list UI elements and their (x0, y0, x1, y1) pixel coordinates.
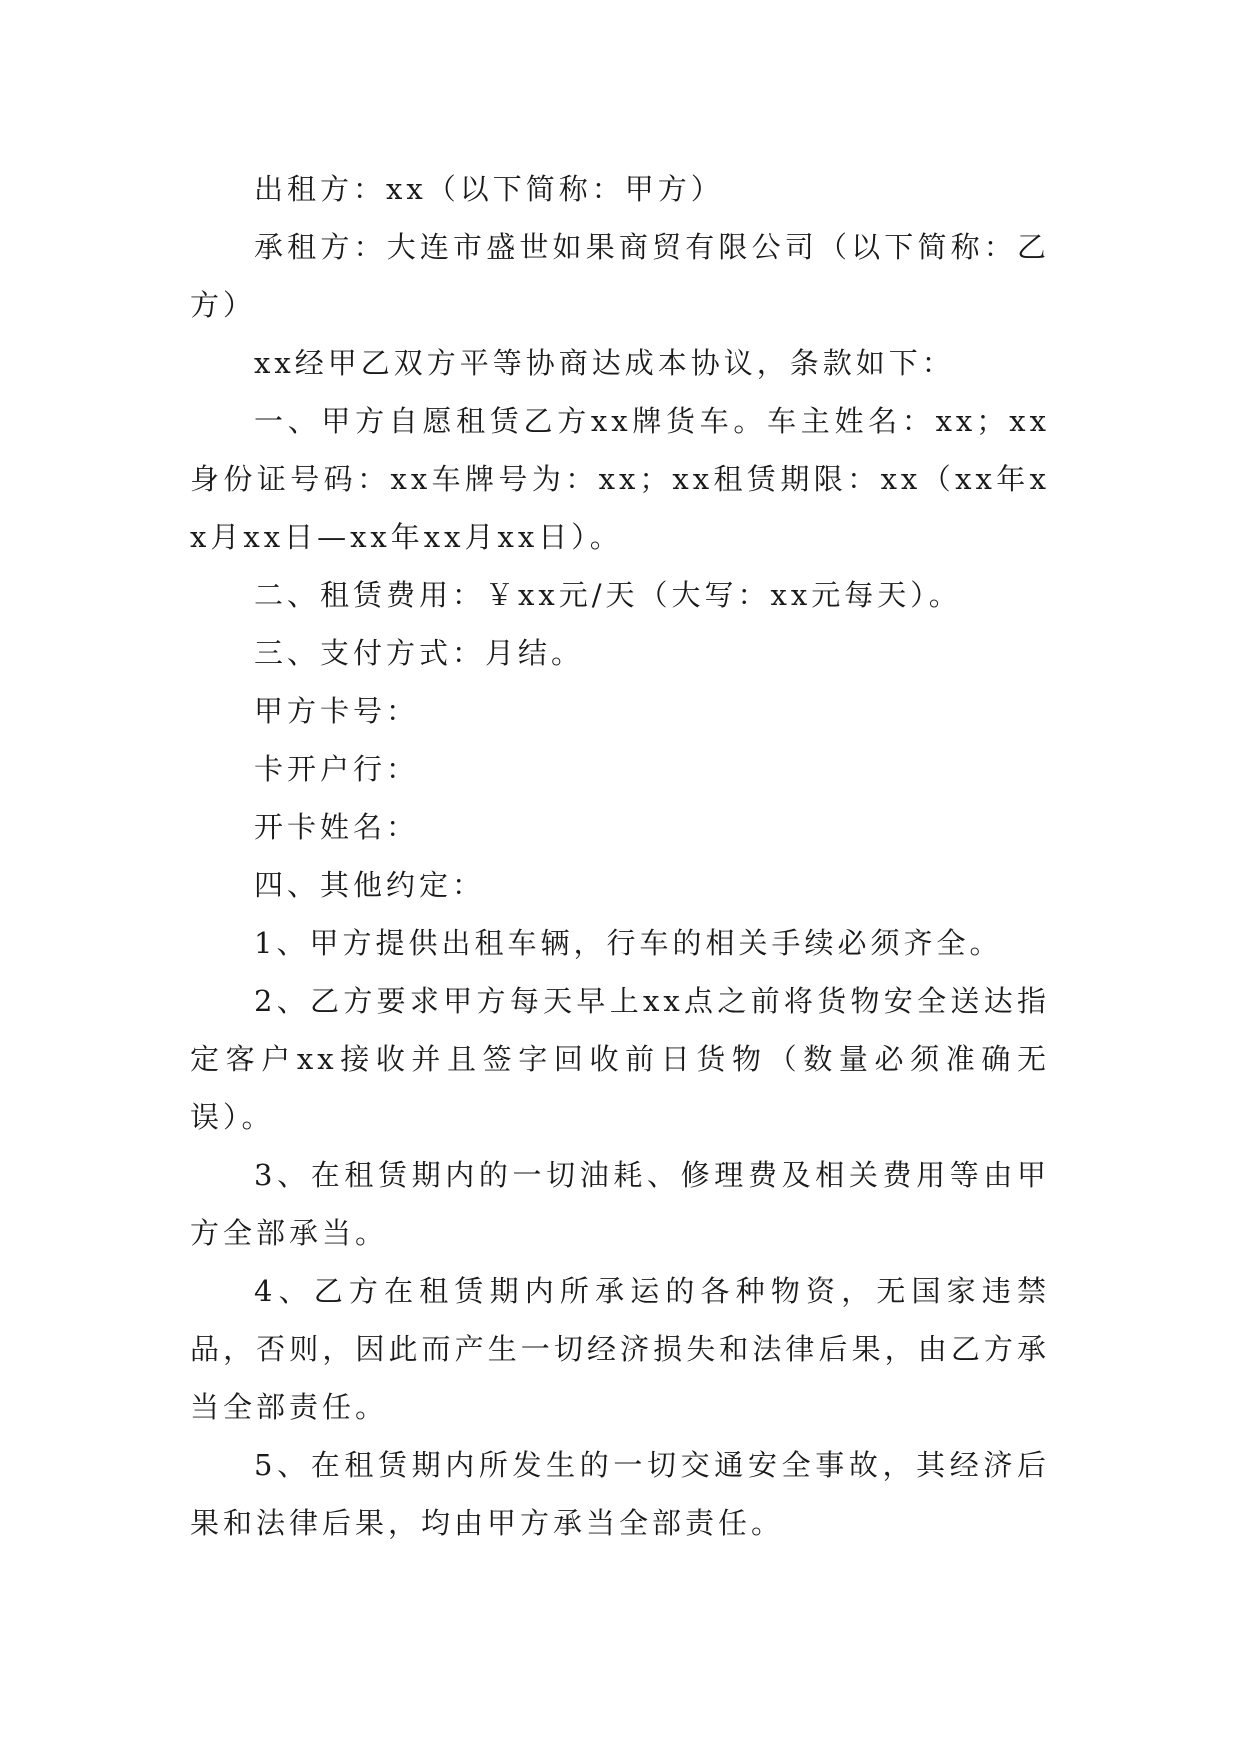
clause-2: 二、租赁费用：￥xx元/天（大写：xx元每天）。 (254, 578, 962, 612)
sub-clause-1: 1、甲方提供出租车辆，行车的相关手续必须齐全。 (254, 926, 1003, 960)
lessor-line: 出租方：xx（以下简称：甲方） (254, 172, 724, 206)
lessee-line: 承租方：大连市盛世如果商贸有限公司（以下简称：乙方） (190, 230, 1050, 322)
document-body (190, 160, 1050, 1552)
clause-3: 三、支付方式：月结。 (254, 636, 585, 670)
sub-clause-4: 4、乙方在租赁期内所承运的各种物资，无国家违禁品，否则，因此而产生一切经济损失和法律后果，由乙方承当全部责任。 (190, 1274, 1050, 1424)
clause-1: 一、甲方自愿租赁乙方xx牌货车。车主姓名：xx；xx身份证号码：xx车牌号为：xx；xx租赁期限：xx（xx年xx月xx日—xx年xx月xx日）。 (190, 404, 1050, 554)
sub-clause-2: 2、乙方要求甲方每天早上xx点之前将货物安全送达指定客户xx接收并且签字回收前日货物（数量必须准确无误）。 (190, 984, 1050, 1134)
card-holder-line: 开卡姓名： (254, 810, 420, 844)
card-bank-line: 卡开户行： (254, 752, 420, 786)
sub-clause-5: 5、在租赁期内所发生的一切交通安全事故，其经济后果和法律后果，均由甲方承当全部责任。 (190, 1448, 1050, 1540)
card-number-line: 甲方卡号： (254, 694, 420, 728)
agreement-intro: xx经甲乙双方平等协商达成本协议，条款如下： (254, 346, 955, 380)
clause-4-heading: 四、其他约定： (254, 868, 486, 902)
sub-clause-3: 3、在租赁期内的一切油耗、修理费及相关费用等由甲方全部承当。 (190, 1158, 1050, 1250)
